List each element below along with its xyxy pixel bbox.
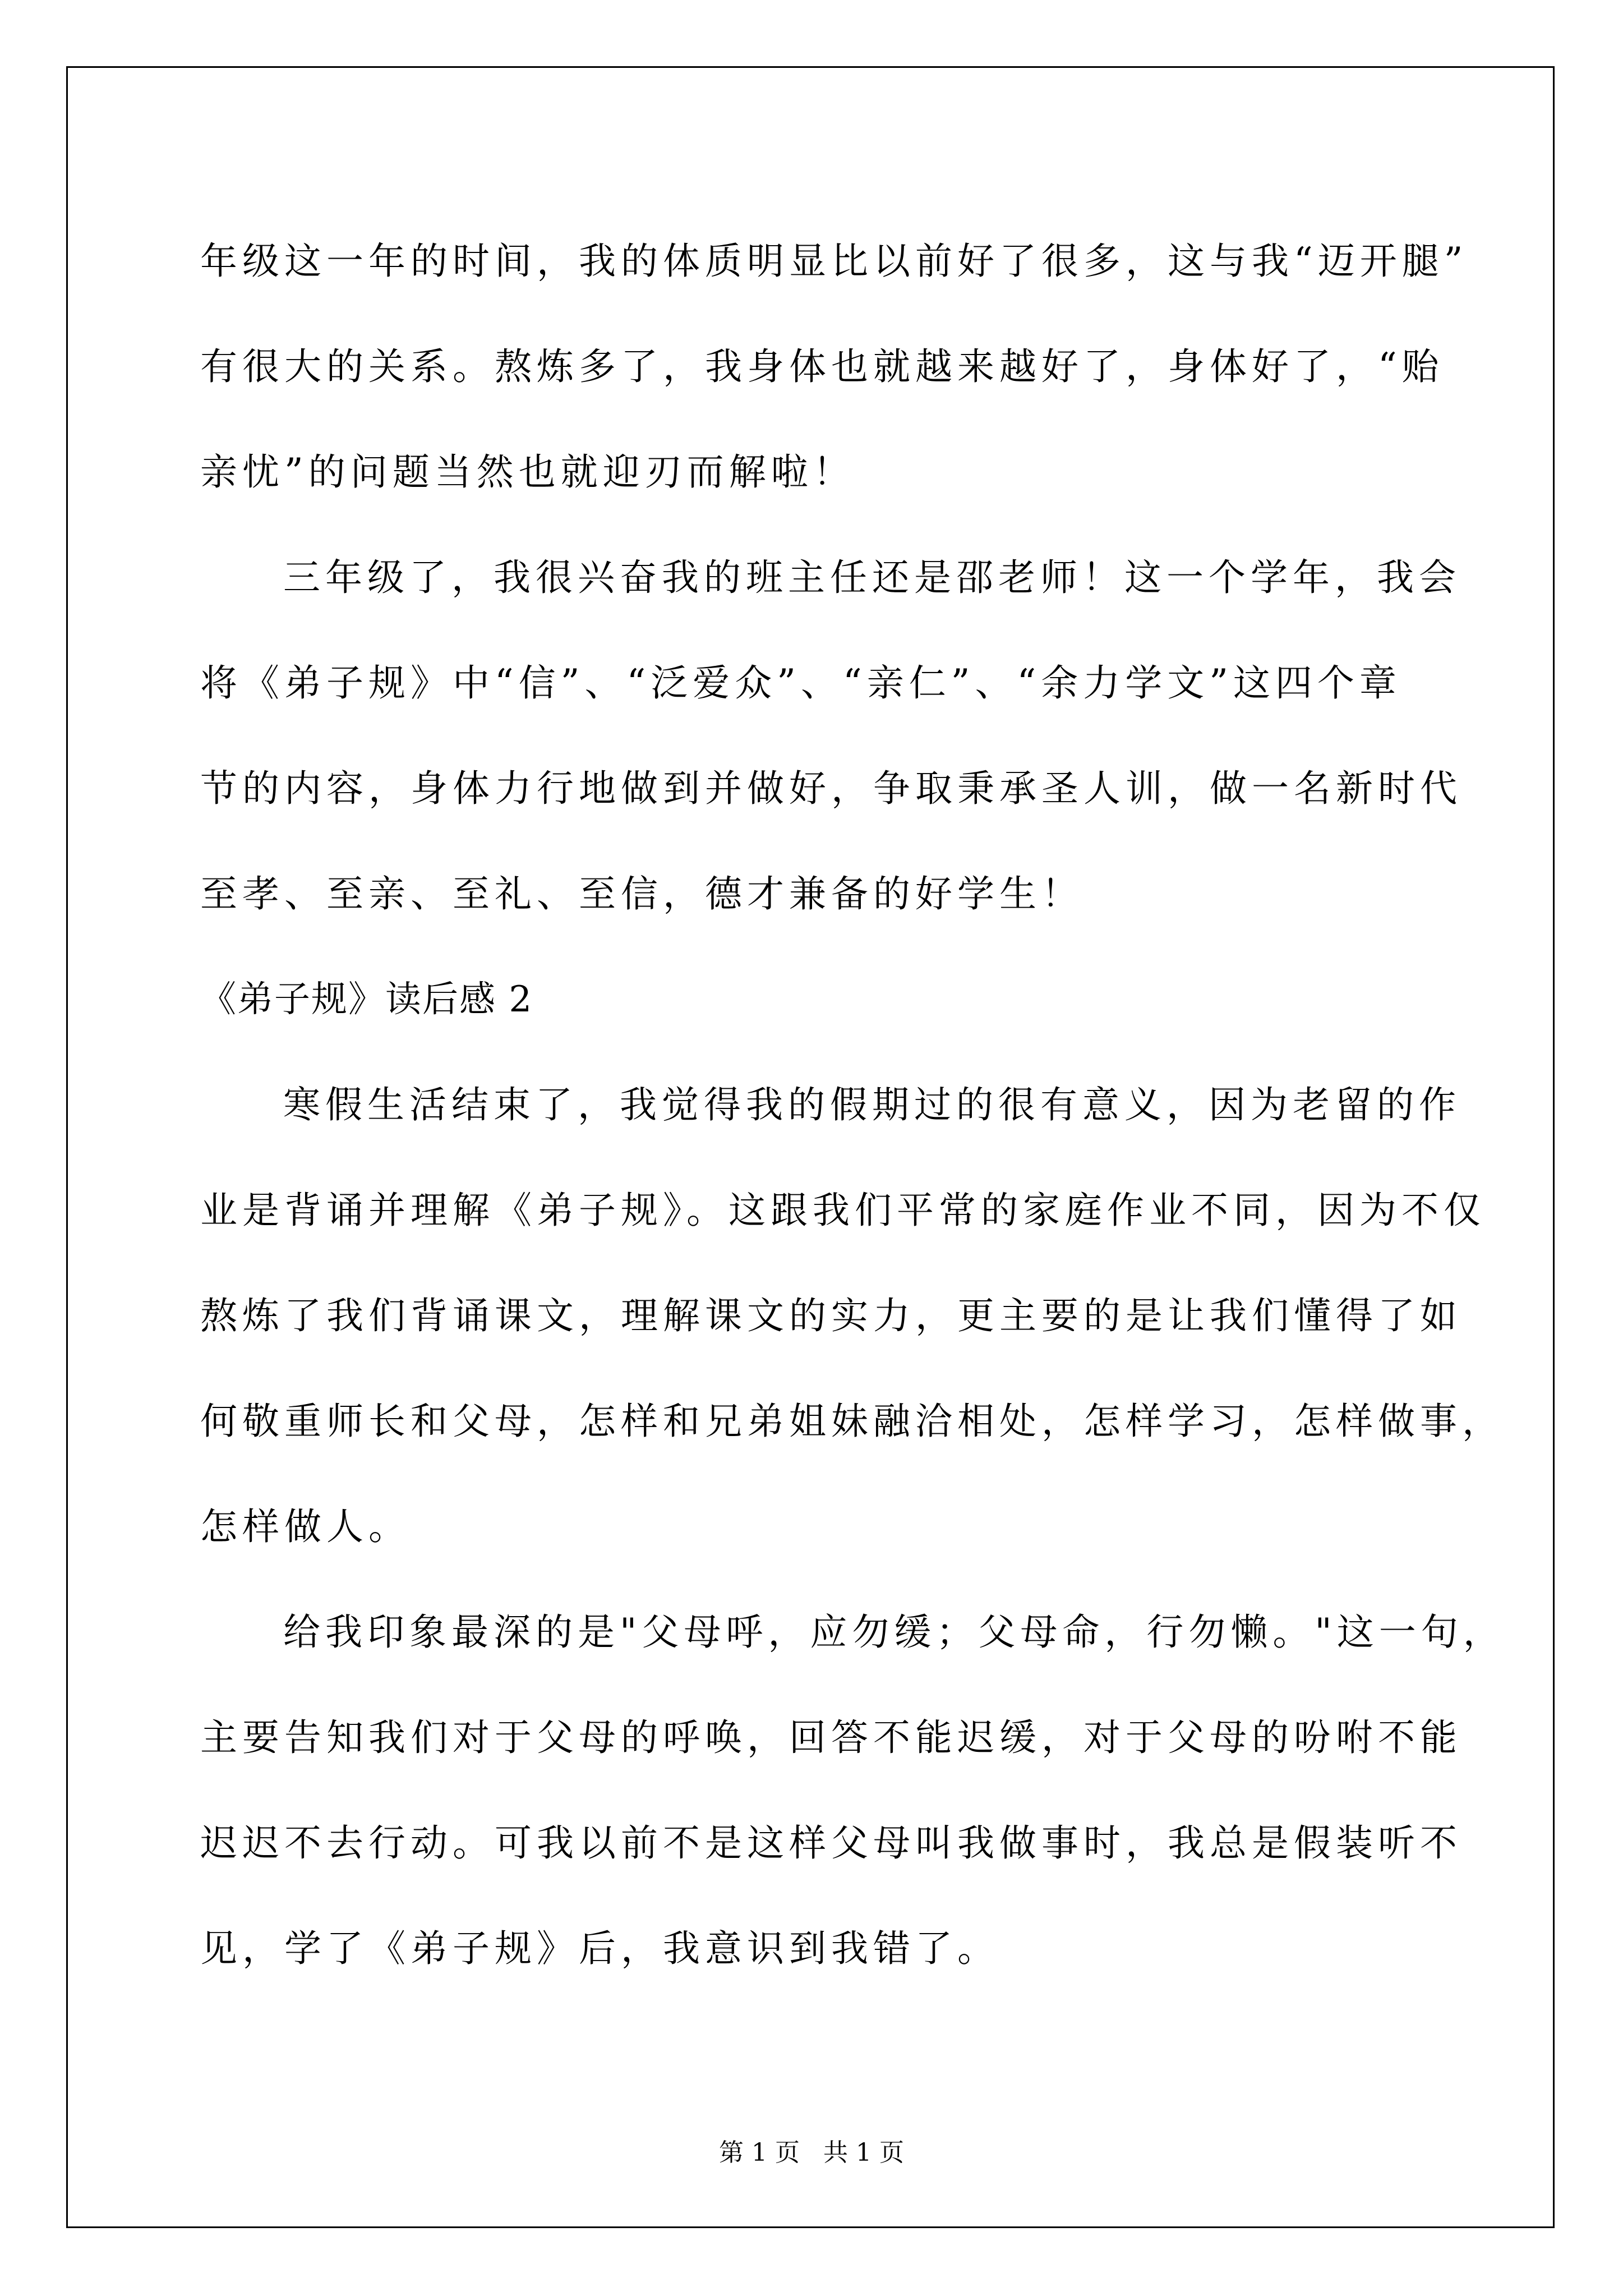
paragraph-4 [200, 1580, 1505, 2001]
paragraph-1 [200, 209, 1468, 525]
paragraph-2 [200, 525, 1462, 947]
page-footer [0, 2136, 1623, 2170]
text-line: 见，学了《弟子规》后，我意识到我错了。 [200, 1927, 999, 1970]
text-line: 熬炼了我们背诵课文，理解课文的实力，更主要的是让我们懂得了如 [200, 1294, 1462, 1337]
text-line: 亲忧”的问题当然也就迎刃而解啦！ [200, 450, 855, 494]
page-number: 第 1 页 [719, 2138, 800, 2167]
section-heading: 《弟子规》读后感 2 [200, 979, 533, 1020]
document-body [200, 209, 1505, 2001]
text-line: 给我印象最深的是"父母呼，应勿缓；父母命，行勿懒。"这一句， [283, 1611, 1505, 1654]
text-line: 寒假生活结束了，我觉得我的假期过的很有意义，因为老留的作 [283, 1083, 1461, 1126]
text-line: 年级这一年的时间，我的体质明显比以前好了很多，这与我“迈开腿” [200, 240, 1468, 283]
text-line: 业是背诵并理解《弟子规》。这跟我们平常的家庭作业不同，因为不仅 [200, 1189, 1486, 1232]
page-total: 共 1 页 [823, 2138, 904, 2167]
text-line: 三年级了，我很兴奋我的班主任还是邵老师！这一个学年，我会 [283, 556, 1461, 599]
paragraph-3 [200, 1052, 1504, 1580]
text-line: 有很大的关系。熬炼多了，我身体也就越来越好了，身体好了，“贻 [200, 345, 1444, 388]
text-line: 怎样做人。 [200, 1505, 411, 1548]
text-line: 至孝、至亲、至礼、至信，德才兼备的好学生！ [200, 872, 1083, 915]
text-line: 将《弟子规》中“信”、“泛爱众”、“亲仁”、“余力学文”这四个章 [200, 661, 1401, 705]
text-line: 主要告知我们对于父母的呼唤，回答不能迟缓，对于父母的吩咐不能 [200, 1716, 1462, 1759]
text-line: 节的内容，身体力行地做到并做好，争取秉承圣人训，做一名新时代 [200, 767, 1462, 810]
text-line: 迟迟不去行动。可我以前不是这样父母叫我做事时，我总是假装听不 [200, 1821, 1462, 1865]
text-line: 何敬重师长和父母，怎样和兄弟姐妹融洽相处，怎样学习，怎样做事， [200, 1400, 1504, 1443]
